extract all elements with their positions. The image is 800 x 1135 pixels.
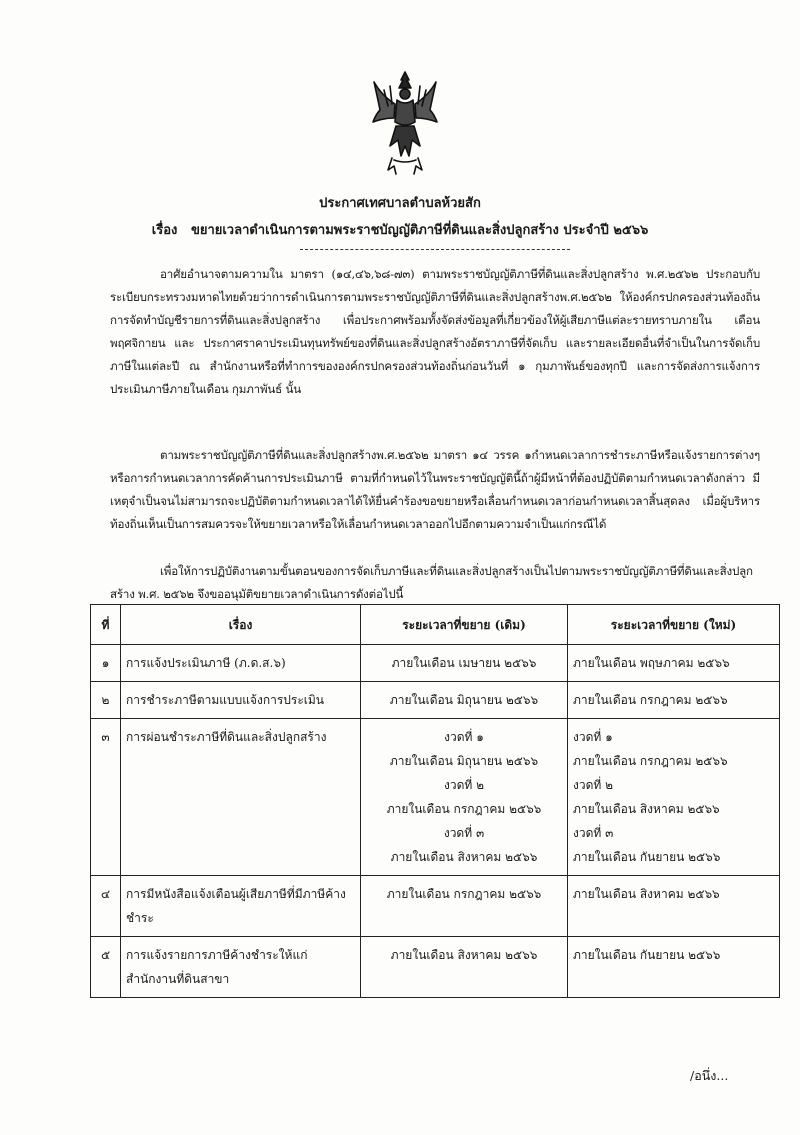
row-old-period (361, 645, 568, 682)
subject-line (0, 219, 800, 240)
continuation-note: /อนึ่ง... (690, 1068, 729, 1083)
org-title: ประกาศเทศบาลตำบลห้วยสัก (319, 196, 481, 211)
row-number: ๓ (91, 719, 121, 876)
period-line: ภายในเดือน กันยายน ๒๕๖๖ (573, 850, 721, 864)
paragraph-1: อาศัยอำนาจตามความใน มาตรา (๑๔,๔๖,๖๘-๗๓) ตามพระราชบัญญัติภาษีที่ดินและสิ่งปลูกสร้าง พ.ศ.๒๕๖๒ ประกอบกับระเบียบกระทรวงมหาดไทยด้วยว่าการดำเนินการตามพระราชบัญญัติภาษีที่ดินและสิ่งปลูกสร้างพ.ศ.๒๕๖๒ ให้องค์กรปกครองส่วนท้องถิ่นการจัดทำบัญชีรายการที่ดินและสิ่งปลูกสร้าง เพื่อประกาศพร้อมทั้งจัดส่งข้อมูลที่เกี่ยวข้องให้ผู้เสียภาษีแต่ละรายทราบภายใน เดือนพฤศจิกายน และ ประกาศราคาประเมินทุนทรัพย์ของที่ดินและสิ่งปลูกสร้างอัตราภาษีที่จัดเก็บ และรายละเอียดอื่นที่จำเป็นในการจัดเก็บภาษีในแต่ละปี ณ สำนักงานหรือที่ทำการขององค์กรปกครองส่วนท้องถิ่นก่อนวันที่ ๑ กุมภาพันธ์ของทุกปี และการจัดส่งการแจ้งการประเมินภาษีภายในเดือน กุมภาพันธ์ นั้น (110, 267, 760, 396)
period-line: ภายในเดือน กรกฎาคม ๒๕๖๖ (386, 802, 542, 816)
row-subject: การแจ้งรายการภาษีค้างชำระให้แก่สำนักงานที่ดินสาขา (121, 937, 361, 998)
period-line: งวดที่ ๓ (443, 826, 485, 840)
row-old-period (361, 937, 568, 998)
row-new-period (568, 876, 780, 937)
period-line: งวดที่ ๓ (573, 826, 614, 840)
period-line: ภายในเดือน เมษายน ๒๕๖๖ (391, 656, 537, 670)
row-subject: การชำระภาษีตามแบบแจ้งการประเมิน (121, 682, 361, 719)
title-divider (300, 249, 570, 250)
period-line: ภายในเดือน พฤษภาคม ๒๕๖๖ (573, 656, 730, 670)
period-line: งวดที่ ๒ (573, 778, 614, 792)
row-new-period (568, 682, 780, 719)
period-line: ภายในเดือน กรกฎาคม ๒๕๖๖ (573, 693, 728, 707)
paragraph-3: เพื่อให้การปฏิบัติงานตามขั้นตอนของการจัดเก็บภาษีและที่ดินและสิ่งปลูกสร้างเป็นไปตามพระราชบัญญัติภาษีที่ดินและสิ่งปลูกสร้าง พ.ศ. ๒๕๖๒ จึงขออนุมัติขยายเวลาดำเนินการดังต่อไปนี้ (110, 564, 753, 601)
period-line: ภายในเดือน สิงหาคม ๒๕๖๖ (573, 802, 720, 816)
paragraph-2: ตามพระราชบัญญัติภาษีที่ดินและสิ่งปลูกสร้างพ.ศ.๒๕๖๒ มาตรา ๑๔ วรรค ๑กำหนดเวลาการชำระภาษีหรือแจ้งรายการต่างๆ หรือการกำหนดเวลาการคัดค้านการประเมินภาษี ตามที่กำหนดไว้ในพระราชบัญญัตินี้ถ้าผู้มีหน้าที่ต้องปฏิบัติตามกำหนดเวลาดังกล่าว มีเหตุจำเป็นจนไม่สามารถจะปฏิบัติตามกำหนดเวลาได้ให้ยื่นคำร้องขอขยายหรือเลื่อนกำหนดเวลาก่อนกำหนดเวลาสิ้นสุดลง เมื่อผู้บริหารท้องถิ่นเห็นเป็นการสมควรจะให้ขยายเวลาหรือให้เลื่อนกำหนดเวลาออกไปอีกตามความจำเป็นแก่กรณีได้ (110, 448, 760, 531)
period-line: งวดที่ ๑ (444, 730, 484, 744)
row-old-period (361, 876, 568, 937)
period-line: ภายในเดือน สิงหาคม ๒๕๖๖ (390, 948, 538, 962)
table-row (91, 719, 780, 876)
period-line: ภายในเดือน มิถุนายน ๒๕๖๖ (389, 754, 539, 768)
header-new-period: ระยะเวลาที่ขยาย (ใหม่) (568, 605, 780, 645)
extension-table (90, 604, 780, 998)
period-line: ภายในเดือน สิงหาคม ๒๕๖๖ (390, 850, 538, 864)
row-number: ๒ (91, 682, 121, 719)
row-new-period (568, 645, 780, 682)
period-line: ภายในเดือน มิถุนายน ๒๕๖๖ (389, 693, 539, 707)
row-old-period (361, 719, 568, 876)
period-line: ภายในเดือน กรกฎาคม ๒๕๖๖ (386, 887, 542, 901)
table-row (91, 876, 780, 937)
period-line: ภายในเดือน กรกฎาคม ๒๕๖๖ (573, 754, 728, 768)
garuda-emblem (370, 70, 440, 178)
table-header-row (91, 605, 780, 645)
period-line: ภายในเดือน กันยายน ๒๕๖๖ (573, 948, 721, 962)
row-number: ๔ (91, 876, 121, 937)
row-new-period (568, 937, 780, 998)
period-line: ภายในเดือน สิงหาคม ๒๕๖๖ (573, 887, 720, 901)
subject-text: ขยายเวลาดำเนินการตามพระราชบัญญัติภาษีที่ดินและสิ่งปลูกสร้าง ประจำปี ๒๕๖๖ (190, 223, 649, 238)
row-subject: การแจ้งประเมินภาษี (ภ.ด.ส.๖) (121, 645, 361, 682)
row-old-period (361, 682, 568, 719)
header-old-period: ระยะเวลาที่ขยาย (เดิม) (361, 605, 568, 645)
row-number: ๕ (91, 937, 121, 998)
table-row (91, 682, 780, 719)
row-new-period (568, 719, 780, 876)
period-line: งวดที่ ๒ (443, 778, 485, 792)
row-subject: การผ่อนชำระภาษีที่ดินและสิ่งปลูกสร้าง (121, 719, 361, 876)
header-subject: เรื่อง (121, 605, 361, 645)
table-row (91, 937, 780, 998)
row-number: ๑ (91, 645, 121, 682)
row-subject: การมีหนังสือแจ้งเตือนผู้เสียภาษีที่มีภาษีค้างชำระ (121, 876, 361, 937)
subject-prefix: เรื่อง (151, 223, 178, 238)
header-no: ที่ (91, 605, 121, 645)
table-row (91, 645, 780, 682)
period-line: งวดที่ ๑ (573, 730, 613, 744)
